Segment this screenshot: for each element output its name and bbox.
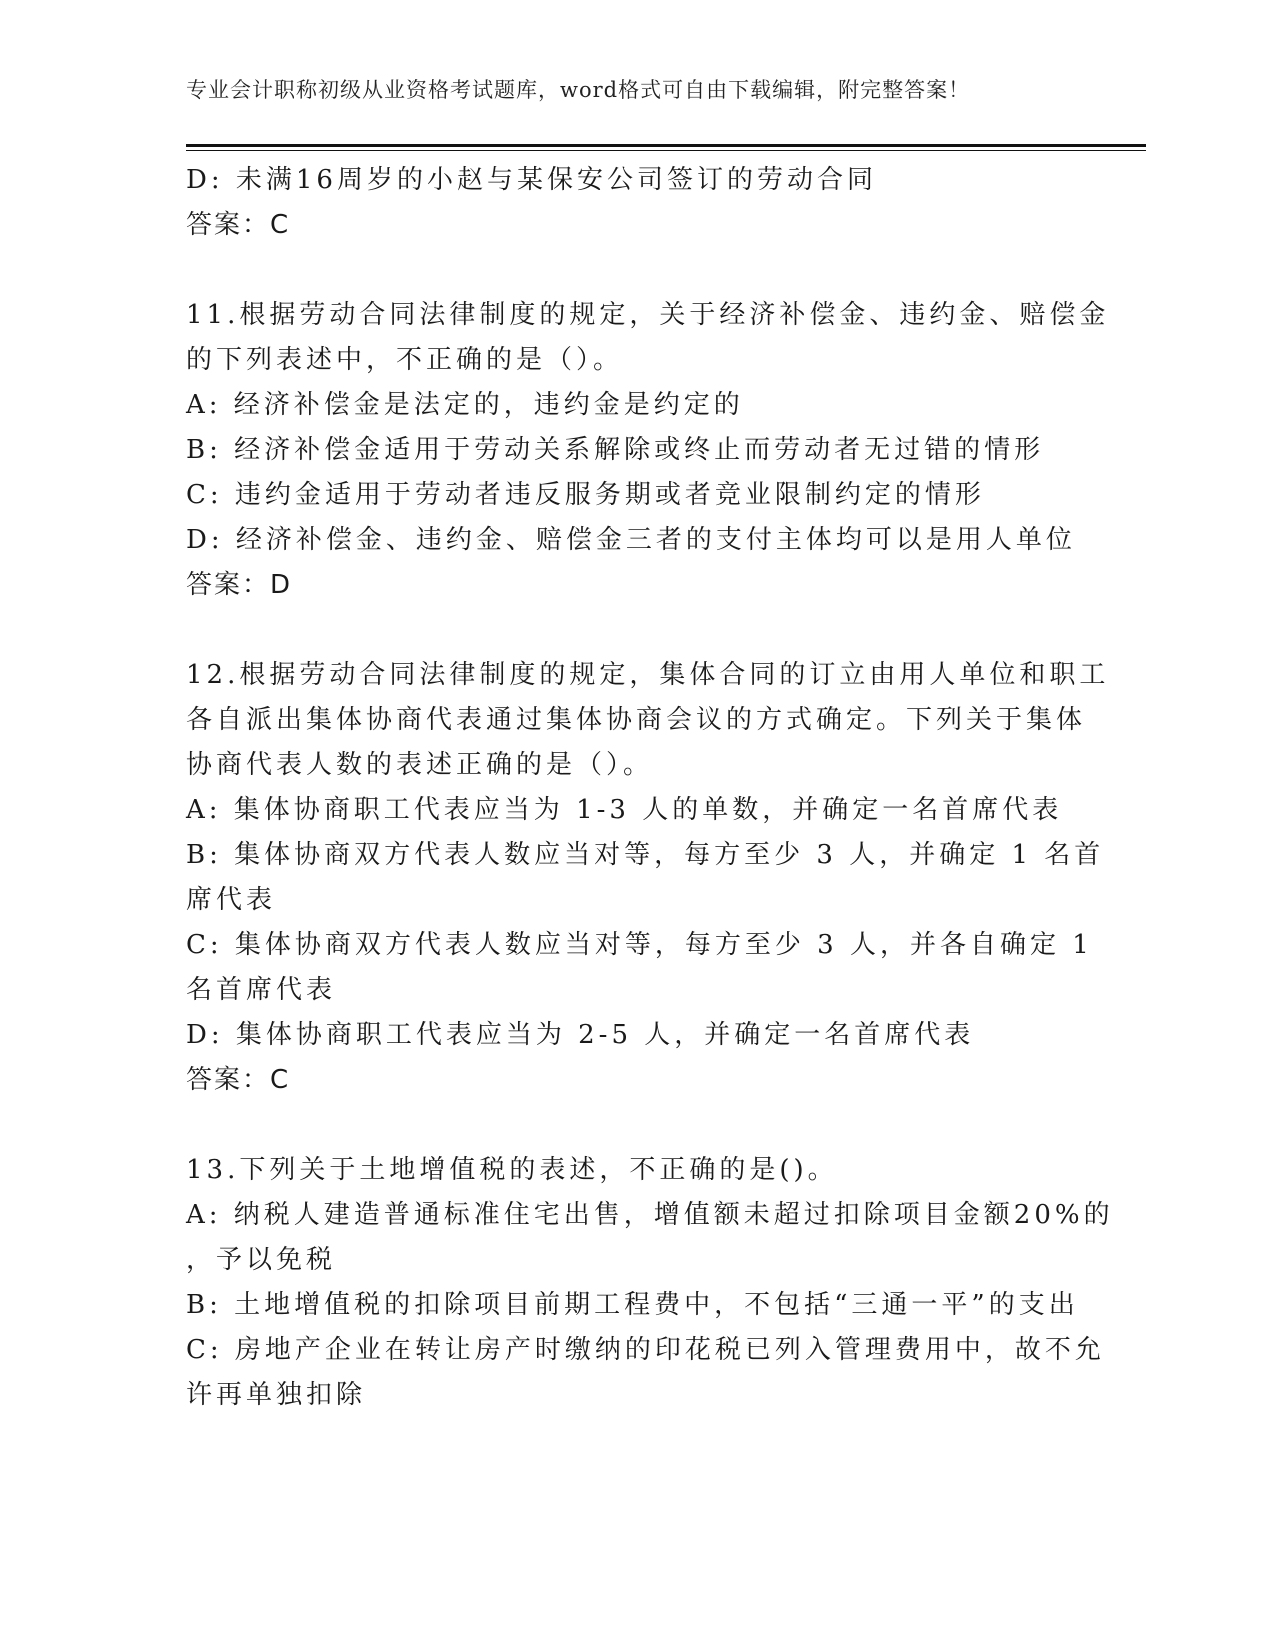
question-content (186, 158, 1114, 1418)
q11-stem-line-2: 的下列表述中，不正确的是（）。 (186, 345, 624, 375)
q11-stem-line-1: 11.根据劳动合同法律制度的规定，关于经济补偿金、违约金、赔偿金 (186, 300, 1110, 330)
spacer (186, 1103, 1066, 1148)
q13-stem: 13.下列关于土地增值税的表述，不正确的是()。 (186, 1155, 838, 1185)
q12-option-a: A: 集体协商职工代表应当为 1-3 人的单数，并确定一名首席代表 (186, 795, 1063, 825)
q13-option-a-line-1: A: 纳税人建造普通标准住宅出售，增值额未超过扣除项目金额20%的 (186, 1200, 1114, 1230)
q12-option-d: D: 集体协商职工代表应当为 2-5 人，并确定一名首席代表 (186, 1020, 975, 1050)
q13-option-b: B: 土地增值税的扣除项目前期工程费中，不包括“三通一平”的支出 (186, 1290, 1079, 1320)
q12-option-b-line-2: 席代表 (186, 885, 277, 915)
q12-option-c-line-1: C: 集体协商双方代表人数应当对等，每方至少 3 人，并各自确定 1 (186, 930, 1093, 960)
q12-stem-line-3: 协商代表人数的表述正确的是（）。 (186, 750, 654, 780)
q11-option-d: D: 经济补偿金、违约金、赔偿金三者的支付主体均可以是用人单位 (186, 525, 1076, 555)
q12-option-b-line-1: B: 集体协商双方代表人数应当对等，每方至少 3 人，并确定 1 名首 (186, 840, 1105, 870)
prev-answer: 答案：C (186, 210, 291, 240)
spacer (186, 608, 1066, 653)
q13-option-c-line-2: 许再单独扣除 (186, 1380, 367, 1410)
q13-option-c-line-1: C: 房地产企业在转让房产时缴纳的印花税已列入管理费用中，故不允 (186, 1335, 1105, 1365)
q11-option-b: B: 经济补偿金适用于劳动关系解除或终止而劳动者无过错的情形 (186, 435, 1045, 465)
spacer (186, 248, 1066, 293)
header-rule-thick (186, 144, 1146, 147)
q12-stem-line-2: 各自派出集体协商代表通过集体协商会议的方式确定。下列关于集体 (186, 705, 1087, 735)
q12-option-c-line-2: 名首席代表 (186, 975, 337, 1005)
prev-option-d: D: 未满16周岁的小赵与某保安公司签订的劳动合同 (186, 165, 877, 195)
q11-answer: 答案：D (186, 570, 293, 600)
q11-option-a: A: 经济补偿金是法定的，违约金是约定的 (186, 390, 744, 420)
page-header: 专业会计职称初级从业资格考试题库，word格式可自由下载编辑，附完整答案！ (186, 78, 971, 102)
q12-answer: 答案：C (186, 1065, 291, 1095)
q13-option-a-line-2: ，予以免税 (186, 1245, 337, 1275)
q12-stem-line-1: 12.根据劳动合同法律制度的规定，集体合同的订立由用人单位和职工 (186, 660, 1110, 690)
header-rule-thin (186, 150, 1146, 151)
q11-option-c: C: 违约金适用于劳动者违反服务期或者竞业限制约定的情形 (186, 480, 985, 510)
